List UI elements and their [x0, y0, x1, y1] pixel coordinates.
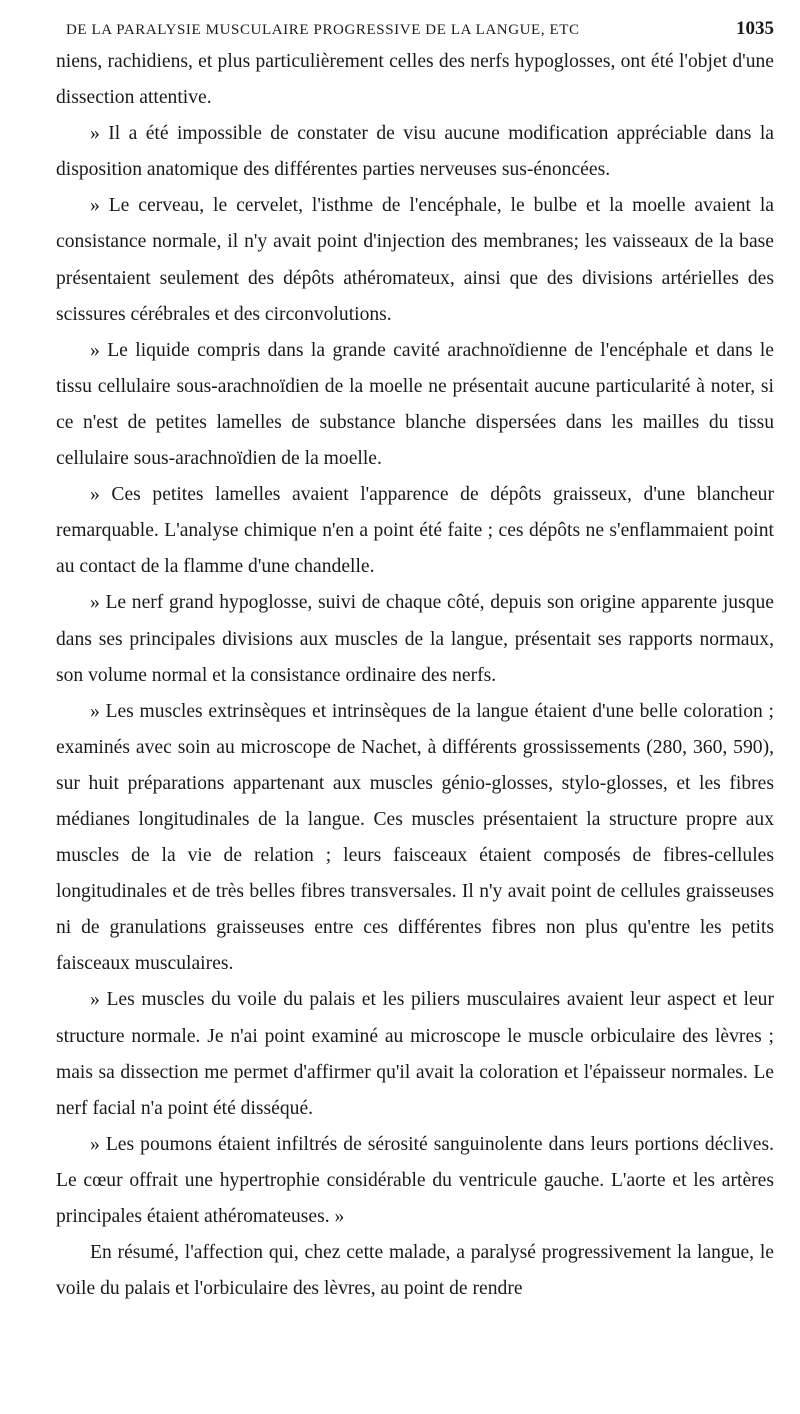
paragraph-lamellae: » Ces petites lamelles avaient l'apparence de dépôts graisseux, d'une blancheur remarquable. L'analyse chimique n'en a point été faite ; ces dépôts ne s'enflammaient point au contact de la flamme d'une chandelle. [56, 484, 774, 578]
page [56, 16, 774, 1307]
paragraph-summary: En résumé, l'affection qui, chez cette malade, a paralysé progressivement la langue, le voile du palais et l'orbiculaire des lèvres, au point de rendre [56, 1242, 774, 1300]
running-title: DE LA PARALYSIE MUSCULAIRE PROGRESSIVE DE LA LANGUE, ETC [66, 22, 580, 38]
running-header [56, 16, 774, 42]
page-number: 1035 [736, 18, 774, 39]
body-text [56, 44, 774, 1307]
paragraph-liquid: » Le liquide compris dans la grande cavité arachnoïdienne de l'encéphale et dans le tissu cellulaire sous-arachnoïdien de la moelle ne présentait aucune particularité à noter, si ce n'est de petites lamelles de substance blanche dispersées dans les mailles du tissu cellulaire sous-arachnoïdien de la moelle. [56, 339, 774, 470]
paragraph-palate-muscles: » Les muscles du voile du palais et les piliers musculaires avaient leur aspect et leur structure normale. Je n'ai point examiné au microscope le muscle orbiculaire des lèvres ; mais sa dissection me permet d'affirmer qu'il avait la coloration et l'épaisseur normales. Le nerf facial n'a point été disséqué. [56, 989, 774, 1119]
paragraph-continuation: niens, rachidiens, et plus particulièrement celles des nerfs hypoglosses, ont été l'objet d'une dissection attentive. [56, 51, 774, 109]
paragraph-tongue-muscles: » Les muscles extrinsèques et intrinsèques de la langue étaient d'une belle coloration ; examinés avec soin au microscope de Nachet, à différents grossissements (280, 360, 590), sur huit préparations appartenant aux muscles génio-glosses, stylo-glosses, et les fibres médianes longitudinales de la langue. Ces muscles présentaient la structure propre aux muscles de la vie de relation ; leurs faisceaux étaient composés de fibres-cellules longitudinales et de très belles fibres transversales. Il n'y avait point de cellules graisseuses ni de granulations graisseuses entre ces différentes fibres non plus qu'entre les petits faisceaux musculaires. [56, 700, 774, 975]
paragraph-lungs-heart: » Les poumons étaient infiltrés de sérosité sanguinolente dans leurs portions déclives. Le cœur offrait une hypertrophie considérable du ventricule gauche. L'aorte et les artères principales étaient athéromateuses. » [56, 1133, 774, 1227]
paragraph-brain: » Le cerveau, le cervelet, l'isthme de l'encéphale, le bulbe et la moelle avaient la consistance normale, il n'y avait point d'injection des membranes; les vaisseaux de la base présentaient seulement des dépôts athéromateux, ainsi que des divisions artérielles des scissures cérébrales et des circonvolutions. [56, 195, 774, 325]
paragraph-no-modification: » Il a été impossible de constater de visu aucune modification appréciable dans la disposition anatomique des différentes parties nerveuses sus-énoncées. [56, 123, 774, 181]
paragraph-hypoglossal-nerve: » Le nerf grand hypoglosse, suivi de chaque côté, depuis son origine apparente jusque dans ses principales divisions aux muscles de la langue, présentait ses rapports normaux, son volume normal et la consistance ordinaire des nerfs. [56, 592, 774, 686]
